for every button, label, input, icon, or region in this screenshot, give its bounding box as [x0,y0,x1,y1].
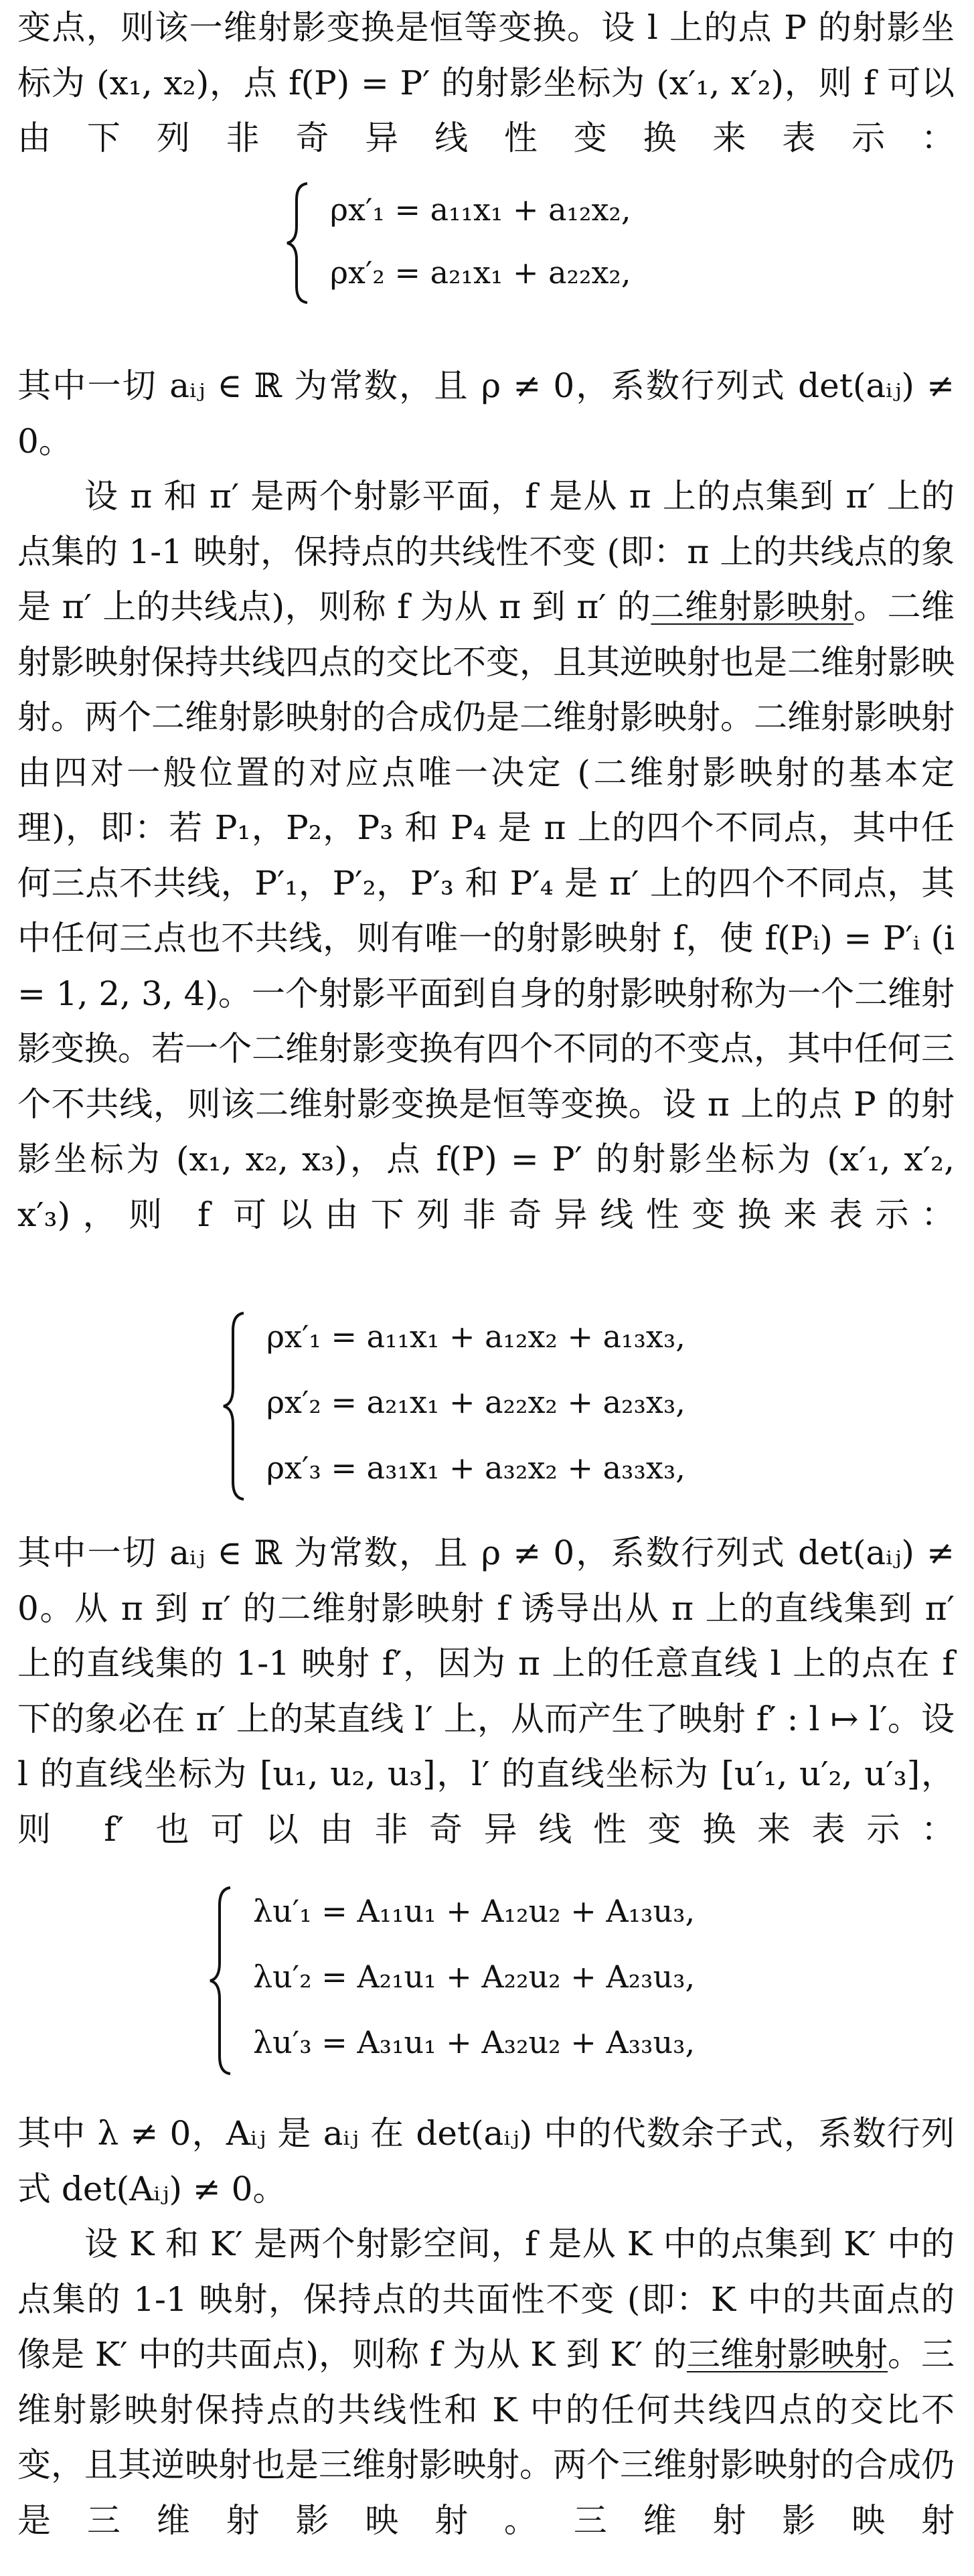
equation-row: ρx′₁ = a₁₁x₁ + a₁₂x₂ + a₁₃x₃, [266,1318,685,1355]
equation-row: ρx′₁ = a₁₁x₁ + a₁₂x₂, [330,192,631,228]
paragraph-cofactors [17,2106,955,2216]
equation-row: ρx′₃ = a₃₁x₁ + a₃₂x₂ + a₃₃x₃, [266,1450,685,1486]
equation-row: λu′₂ = A₂₁u₁ + A₂₂u₂ + A₂₃u₃, [253,1959,696,1995]
left-brace-icon [208,1884,234,2078]
paragraph-2d-mapping [17,469,955,1242]
paragraph-3d-mapping [17,2216,955,2548]
paragraph-text: 其中 λ ≠ 0，Aᵢⱼ 是 aᵢⱼ 在 det(aᵢⱼ) 中的代数余子式，系数行列式 det(Aᵢⱼ) ≠ 0。 [17,2114,955,2208]
equation-system-2 [221,1309,770,1503]
paragraph-1d-transform [17,0,955,166]
paragraph-line-mapping [17,1525,955,1857]
paragraph-constants-1 [17,358,955,469]
left-brace-icon [221,1309,248,1503]
equation-row: λu′₃ = A₃₁u₁ + A₃₂u₂ + A₃₃u₃, [253,2024,696,2060]
equation-row: λu′₁ = A₁₁u₁ + A₁₂u₂ + A₁₃u₃, [253,1893,696,1929]
equation-system-1 [285,179,686,307]
paragraph-text: 。二维射影映射保持共线四点的交比不变，且其逆映射也是二维射影映射。两个二维射影映射的合成仍是二维射影映射。二维射影映射由四对一般位置的对应点唯一决定 (二维射影映射的基本定理)，即：若 P₁，P₂，P₃ 和 P₄ 是 π 上的四个不同点，其中任何三点不共线，P′₁，P′₂，P′₃ 和 P′₄ 是 π′ 上的四个不同点，其中任何三点也不共线，则有唯一的射影映射 f，使 f(Pᵢ) = P′ᵢ (i = 1, 2, 3, 4)。一个射影平面到自身的射影映射称为一个二维射影变换。若一个二维射影变换有四个不同的不变点，其中任何三个不共线，则该二维射影变换是恒等变换。设 π 上的点 P 的射影坐标为 (x₁, x₂, x₃)，点 f(P) = P′ 的射影坐标为 (x′₁, x′₂, x′₃)，则 f 可以由下列非奇异线性变换来表示： [17,587,955,1234]
equation-row: ρx′₂ = a₂₁x₁ + a₂₂x₂ + a₂₃x₃, [266,1384,685,1420]
left-brace-icon [285,179,311,307]
paragraph-text: 其中一切 aᵢⱼ ∈ ℝ 为常数，且 ρ ≠ 0，系数行列式 det(aᵢⱼ) ≠ 0。从 π 到 π′ 的二维射影映射 f 诱导出从 π 上的直线集到 π′ 上的直线集的 1-1 映射 f′，因为 π 上的任意直线 l 上的点在 f 下的象必在 π′ 上的某直线 l′ 上，从而产生了映射 f′ : l ↦ l′。设 l 的直线坐标为 [u₁, u₂, u₃]，l′ 的直线坐标为 [u′₁, u′₂, u′₃]，则 f′ 也可以由非奇异线性变换来表示： [17,1533,955,1849]
paragraph-text: 其中一切 aᵢⱼ ∈ ℝ 为常数，且 ρ ≠ 0，系数行列式 det(aᵢⱼ) ≠ 0。 [17,366,955,461]
paragraph-text: 设 π 和 π′ 是两个射影平面，f 是从 π 上的点集到 π′ 上的点集的 1-1 映射，保持点的共线性不变 (即：π 上的共线点的象是 π′ 上的共线点)，则称 f 为从 π 到 π′ 的 [17,477,955,626]
equation-row: ρx′₂ = a₂₁x₁ + a₂₂x₂, [330,254,631,291]
paragraph-text: 变点，则该一维射影变换是恒等变换。设 l 上的点 P 的射影坐标为 (x₁, x₂)，点 f(P) = P′ 的射影坐标为 (x′₁, x′₂)，则 f 可以由下列非奇异线性变换来表示： [17,8,955,157]
term-3d-projective-map: 三维射影映射 [686,2335,888,2374]
equation-system-3 [208,1884,777,2078]
term-2d-projective-map: 二维射影映射 [651,587,854,626]
paragraph-text: 设 K 和 K′ 是两个射影空间，f 是从 K 中的点集到 K′ 中的点集的 1-1 映射，保持点的共面性不变 (即：K 中的共面点的像是 K′ 中的共面点)，则称 f 为从 K 到 K′ 的 [17,2224,955,2374]
paragraph-text: 。三维射影映射保持点的共线性和 K 中的任何共线四点的交比不变，且其逆映射也是三维射影映射。两个三维射影映射的合成仍是三维射影映射。三维射影映射 [17,2335,955,2540]
